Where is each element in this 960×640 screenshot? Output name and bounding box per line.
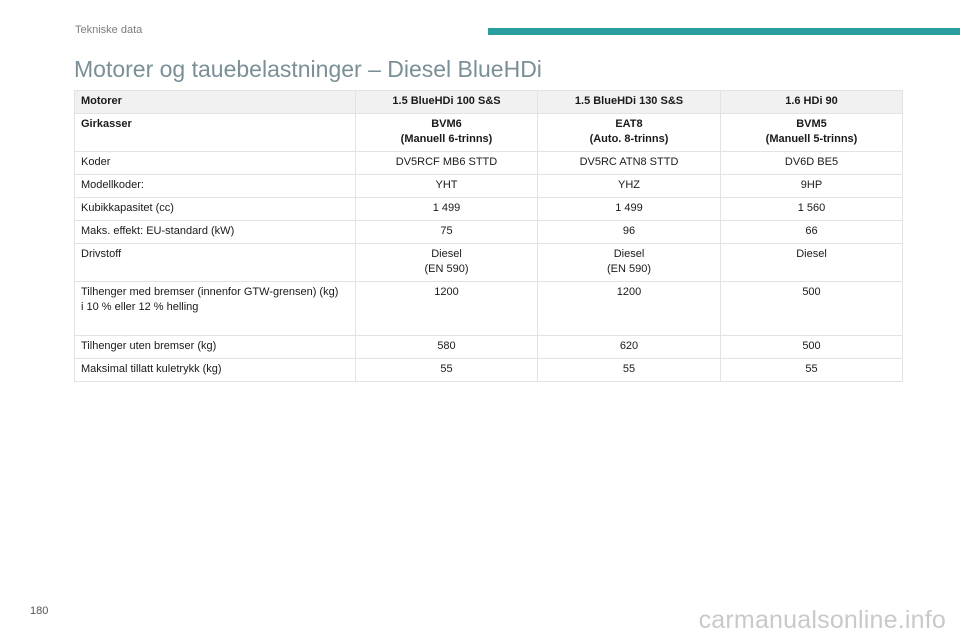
table-cell: 75 bbox=[356, 221, 538, 244]
row-label: Girkasser bbox=[75, 114, 356, 152]
engine-specs-table bbox=[74, 90, 903, 382]
table-row bbox=[75, 221, 903, 244]
table-row bbox=[75, 152, 903, 175]
cell-line: Diesel bbox=[796, 248, 827, 260]
table-cell: YHZ bbox=[538, 175, 721, 198]
cell-line: (Manuell 5-trinns) bbox=[765, 133, 858, 145]
column-header: 1.6 HDi 90 bbox=[721, 91, 903, 114]
row-label: Koder bbox=[75, 152, 356, 175]
table-cell: 1 560 bbox=[721, 198, 903, 221]
column-header: 1.5 BlueHDi 130 S&S bbox=[538, 91, 721, 114]
table-cell: 500 bbox=[721, 336, 903, 359]
table-cell bbox=[538, 114, 721, 152]
table-cell bbox=[356, 114, 538, 152]
table-cell bbox=[356, 244, 538, 282]
column-header: 1.5 BlueHDi 100 S&S bbox=[356, 91, 538, 114]
cell-line: Diesel bbox=[613, 248, 645, 260]
table-cell: YHT bbox=[356, 175, 538, 198]
cell-line: (EN 590) bbox=[606, 263, 652, 275]
row-label: Tilhenger uten bremser (kg) bbox=[75, 336, 356, 359]
table-row bbox=[75, 198, 903, 221]
row-label: Drivstoff bbox=[75, 244, 356, 282]
table-cell bbox=[721, 244, 903, 282]
cell-line: EAT8 bbox=[615, 118, 643, 130]
table-cell: 96 bbox=[538, 221, 721, 244]
table-cell bbox=[538, 244, 721, 282]
table-row-gearbox bbox=[75, 114, 903, 152]
table-cell: 1 499 bbox=[356, 198, 538, 221]
table-row bbox=[75, 175, 903, 198]
cell-line: Diesel bbox=[431, 248, 462, 260]
table-cell bbox=[721, 114, 903, 152]
cell-line: (Manuell 6-trinns) bbox=[400, 133, 493, 145]
cell-line: i 10 % eller 12 % helling bbox=[81, 301, 199, 313]
cell-line: (EN 590) bbox=[424, 263, 469, 275]
watermark: carmanualsonline.info bbox=[698, 606, 946, 634]
column-header: Motorer bbox=[75, 91, 356, 114]
cell-line: BVM5 bbox=[796, 118, 827, 130]
table-cell: 580 bbox=[356, 336, 538, 359]
table-cell: 1200 bbox=[356, 282, 538, 336]
header-accent-bar bbox=[488, 28, 960, 35]
cell-line: (Auto. 8-trinns) bbox=[589, 133, 669, 145]
row-label: Modellkoder: bbox=[75, 175, 356, 198]
table-header-row bbox=[75, 91, 903, 114]
table-cell: 66 bbox=[721, 221, 903, 244]
table-cell: 55 bbox=[721, 359, 903, 382]
page-title: Motorer og tauebelastninger – Diesel BlueHDi bbox=[74, 56, 542, 82]
row-label bbox=[75, 282, 356, 336]
row-label: Maks. effekt: EU-standard (kW) bbox=[75, 221, 356, 244]
page-number: 180 bbox=[30, 605, 49, 617]
table-row-fuel bbox=[75, 244, 903, 282]
table-cell: DV5RC ATN8 STTD bbox=[538, 152, 721, 175]
table-cell: 500 bbox=[721, 282, 903, 336]
table-cell: 55 bbox=[356, 359, 538, 382]
table-row bbox=[75, 336, 903, 359]
cell-line: Tilhenger med bremser (innenfor GTW-grensen) (kg) bbox=[81, 286, 339, 298]
table-cell: 620 bbox=[538, 336, 721, 359]
table-row-braked-trailer bbox=[75, 282, 903, 336]
row-label: Maksimal tillatt kuletrykk (kg) bbox=[75, 359, 356, 382]
cell-line: BVM6 bbox=[431, 118, 462, 130]
table-row bbox=[75, 359, 903, 382]
table-cell: 1 499 bbox=[538, 198, 721, 221]
table-cell: 9HP bbox=[721, 175, 903, 198]
table-cell: 1200 bbox=[538, 282, 721, 336]
table-cell: DV5RCF MB6 STTD bbox=[356, 152, 538, 175]
row-label: Kubikkapasitet (cc) bbox=[75, 198, 356, 221]
section-label: Tekniske data bbox=[75, 24, 143, 36]
table-cell: 55 bbox=[538, 359, 721, 382]
table-cell: DV6D BE5 bbox=[721, 152, 903, 175]
